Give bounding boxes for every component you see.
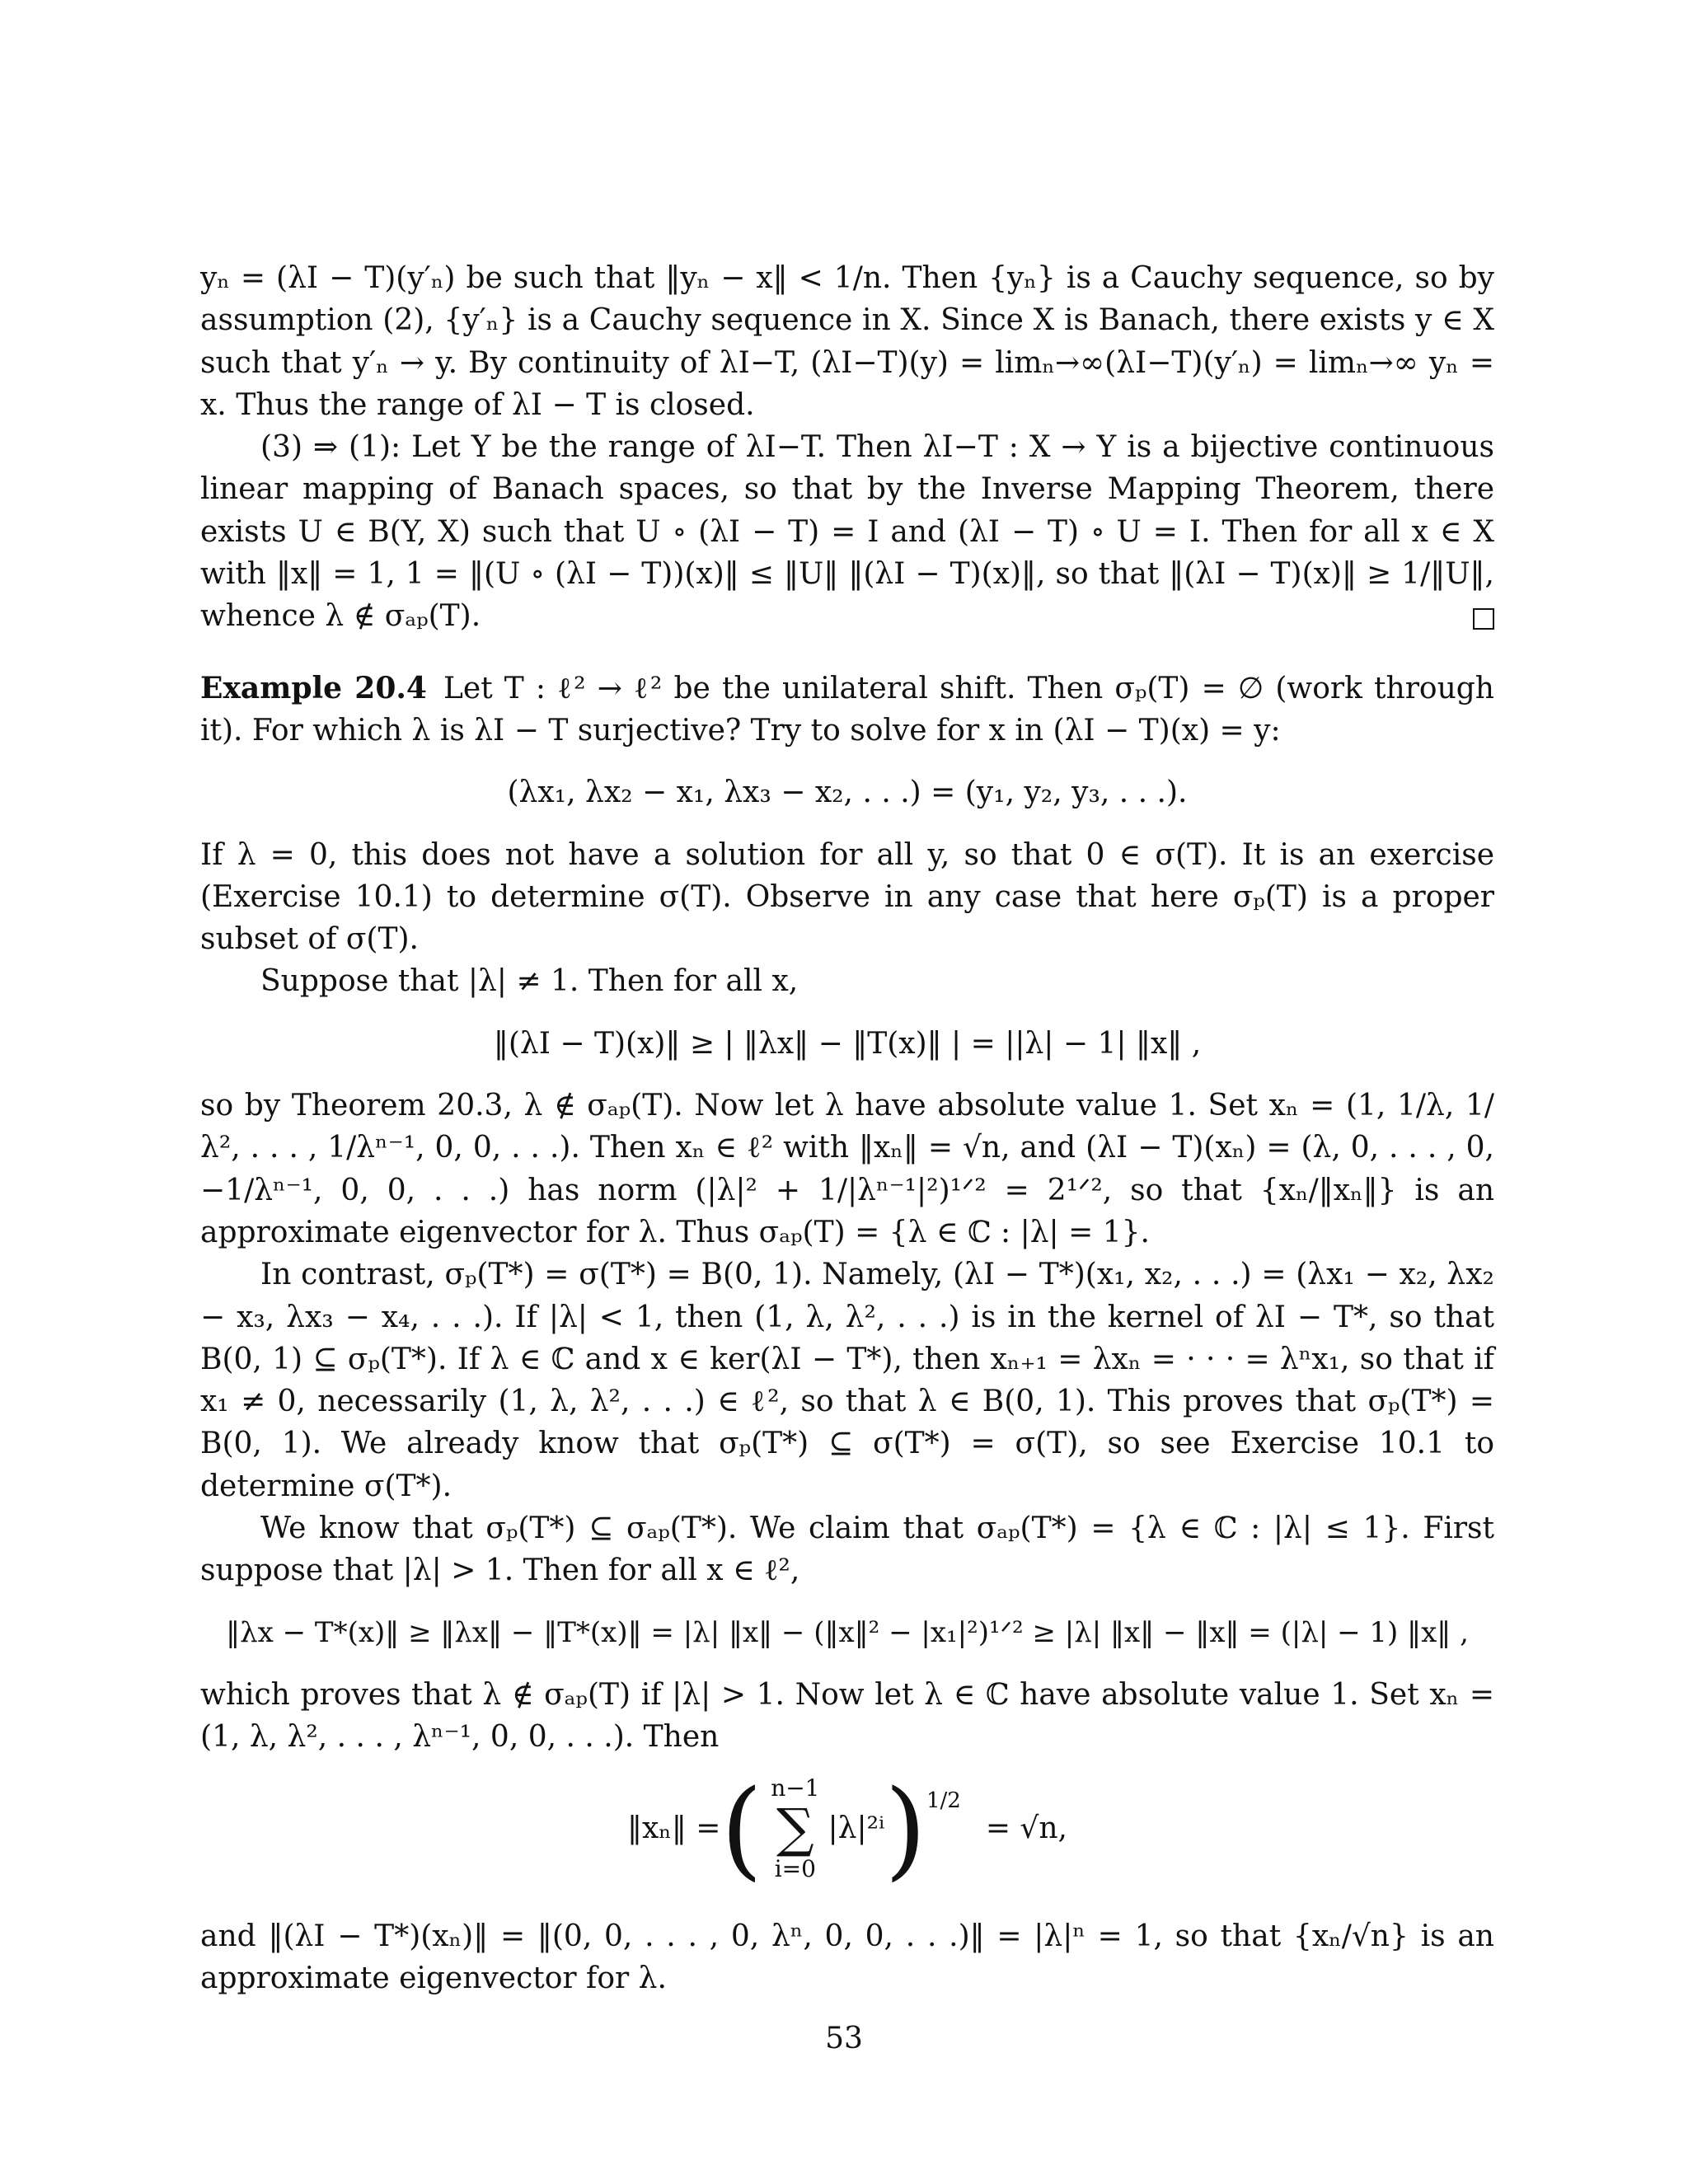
equation-shift: (λx₁, λx₂ − x₁, λx₃ − x₂, . . .) = (y₁, y₂, y₃, . . .). (507, 776, 1188, 810)
qed-square-icon (1473, 608, 1494, 630)
example-paragraph (200, 668, 1494, 752)
equation-sum-norm (200, 1765, 1494, 1891)
sum-term: |λ|²ⁱ (828, 1811, 885, 1845)
page-number: 53 (825, 2022, 863, 2055)
paragraph-approx-eigenvector: so by Theorem 20.3, λ ∉ σₐₚ(T). Now let λ have absolute value 1. Set xₙ = (1, 1/λ, 1/λ², . . . , 1/λⁿ⁻¹, 0, 0, . . .). Then xₙ ∈ ℓ² with ‖xₙ‖ = √n, and (λI − T)(xₙ) = (λ, 0, . . . , 0, −1/λⁿ⁻¹, 0, 0, . . .) has norm (|λ|² + 1/|λⁿ⁻¹|²)¹ᐟ² = 2¹ᐟ², so that {xₙ/‖xₙ‖} is an approximate eigenvector for λ. Thus σₐₚ(T) = {λ ∈ ℂ : |λ| = 1}. (200, 1089, 1494, 1249)
sum-lhs: ‖xₙ‖ = (626, 1811, 721, 1845)
paragraph-suppose: Suppose that |λ| ≠ 1. Then for all x, (260, 964, 799, 999)
sigma-symbol: ∑ (776, 1797, 814, 1859)
paragraph-proves: which proves that λ ∉ σₐₚ(T) if |λ| > 1. Now let λ ∈ ℂ have absolute value 1. Set xₙ = (1, λ, λ², . . . , λⁿ⁻¹, 0, 0, . . .). Then (200, 1677, 1494, 1755)
paragraph-text: (3) ⇒ (1): Let Y be the range of λI−T. Then λI−T : X → Y is a bijective continuous linear mapping of Banach spaces, so that by the Inverse Mapping Theorem, there exists U ∈ B(Y, X) such that U ∘ (λI − T) = I and (λI − T) ∘ U = I. Then for all x ∈ X with ‖x‖ = 1, 1 = ‖(U ∘ (λI − T))(x)‖ ≤ ‖U‖ ‖(λI − T)(x)‖, so that ‖(λI − T)(x)‖ ≥ 1/‖U‖, whence λ ∉ σₐₚ(T). (200, 430, 1494, 634)
summation (771, 1775, 819, 1882)
sum-exponent: 1/2 (926, 1788, 961, 1813)
paragraph-inverse-mapping (200, 426, 1494, 637)
sum-upper-limit: n−1 (771, 1774, 820, 1802)
sum-lower-limit: i=0 (774, 1854, 816, 1882)
paragraph-claim: We know that σₚ(T*) ⊆ σₐₚ(T*). We claim that σₐₚ(T*) = {λ ∈ ℂ : |λ| ≤ 1}. First suppose that |λ| > 1. Then for all x ∈ ℓ², (200, 1511, 1494, 1588)
paragraph-range-closed: yₙ = (λI − T)(y′ₙ) be such that ‖yₙ − x‖ < 1/n. Then {yₙ} is a Cauchy sequence, so by assumption (2), {y′ₙ} is a Cauchy sequence in X. Since X is Banach, there exists y ∈ X such that y′ₙ → y. By continuity of λI−T, (λI−T)(y) = limₙ→∞(λI−T)(y′ₙ) = limₙ→∞ yₙ = x. Thus the range of λI − T is closed. (200, 261, 1494, 422)
left-paren: ( (720, 1765, 763, 1891)
paragraph-exercise: If λ = 0, this does not have a solution for all y, so that 0 ∈ σ(T). It is an exercise (Exercise 10.1) to determine σ(T). Observe in any case that here σₚ(T) is a proper subset of σ(T). (200, 837, 1494, 957)
right-paren: ) (884, 1765, 926, 1891)
page-body (200, 257, 1494, 1999)
example-title: Example 20.4 (200, 670, 427, 705)
sum-rhs: = √n, (985, 1811, 1067, 1845)
equation-norm-bound: ‖(λI − T)(x)‖ ≥ | ‖λx‖ − ‖T(x)‖ | = ||λ| − 1| ‖x‖ , (493, 1026, 1202, 1061)
paragraph-adjoint: In contrast, σₚ(T*) = σ(T*) = B(0, 1). Namely, (λI − T*)(x₁, x₂, . . .) = (λx₁ − x₂, λx₂ − x₃, λx₃ − x₄, . . .). If |λ| < 1, then (1, λ, λ², . . .) is in the kernel of λI − T*, so that B(0, 1) ⊆ σₚ(T*). If λ ∈ ℂ and x ∈ ker(λI − T*), then xₙ₊₁ = λxₙ = · · · = λⁿx₁, so that if x₁ ≠ 0, necessarily (1, λ, λ², . . .) ∈ ℓ², so that λ ∈ B(0, 1). This proves that σₚ(T*) = B(0, 1). We already know that σₚ(T*) ⊆ σ(T*) = σ(T), so see Exercise 10.1 to determine σ(T*). (200, 1258, 1494, 1503)
example-text: Let T : ℓ² → ℓ² be the unilateral shift. Then σₚ(T) = ∅ (work through it). For which λ is λI − T surjective? Try to solve for x in (λI − T)(x) = y: (200, 671, 1494, 748)
equation-adjoint-bound: ‖λx − T*(x)‖ ≥ ‖λx‖ − ‖T*(x)‖ = |λ| ‖x‖ − (‖x‖² − |x₁|²)¹ᐟ² ≥ |λ| ‖x‖ − ‖x‖ = (|λ| − 1) ‖x‖ , (226, 1615, 1469, 1649)
paragraph-conclusion: and ‖(λI − T*)(xₙ)‖ = ‖(0, 0, . . . , 0, λⁿ, 0, 0, . . .)‖ = |λ|ⁿ = 1, so that {xₙ/√n} is an approximate eigenvector for λ. (200, 1919, 1494, 1995)
